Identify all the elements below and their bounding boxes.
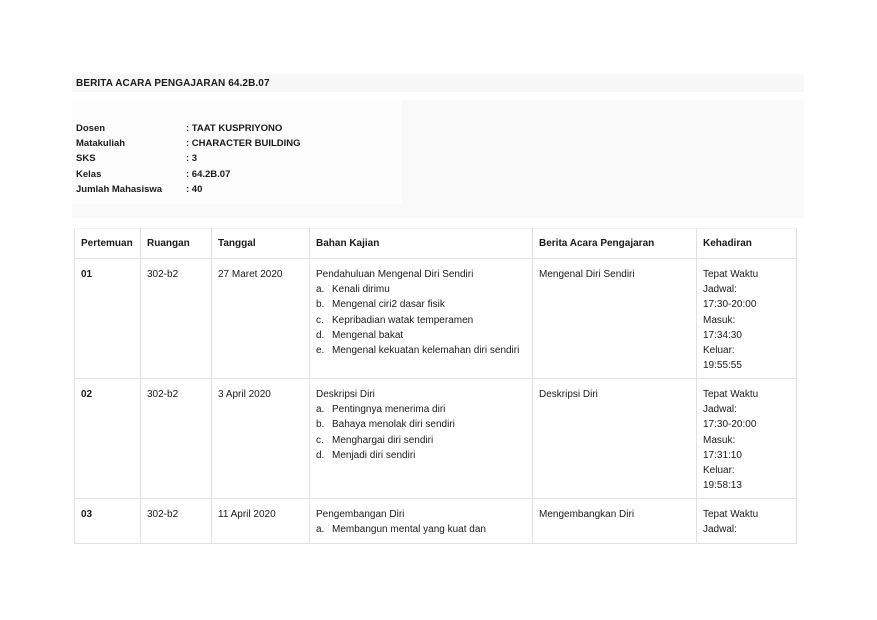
cell-kehadiran (697, 259, 797, 379)
attendance-line: Jadwal: (703, 524, 737, 536)
list-item (316, 313, 526, 328)
list-item (316, 328, 526, 343)
room-text: 302-b2 (147, 509, 179, 520)
list-text: Mengenal kekuatan kelemahan diri sendiri (332, 345, 520, 357)
header-kehadiran: Kehadiran (697, 229, 797, 259)
info-value: : 3 (186, 153, 198, 165)
list-text: Mengenal bakat (332, 329, 404, 341)
info-value: : TAAT KUSPRIYONO (186, 123, 283, 134)
cell-pertemuan (75, 379, 141, 499)
document-title: BERITA ACARA PENGAJARAN 64.2B.07 (76, 78, 270, 89)
attendance-line: 17:30-20:00 (703, 299, 757, 311)
topic-list (316, 522, 526, 537)
info-label: Kelas (76, 168, 102, 180)
list-text: Kenali dirimu (332, 284, 390, 296)
attendance-line: Masuk: (703, 314, 736, 326)
attendance-line: Keluar: (703, 345, 735, 357)
attendance-line: 19:58:13 (703, 480, 742, 492)
attendance-line: 17:30-20:00 (703, 419, 757, 431)
info-row-sks (76, 153, 301, 168)
list-marker: e. (316, 345, 325, 357)
list-item (316, 522, 526, 537)
list-marker: a. (316, 284, 325, 296)
list-marker: b. (316, 299, 325, 311)
pertemuan-number: 02 (81, 389, 93, 400)
list-item (316, 297, 526, 312)
pertemuan-number: 01 (81, 269, 93, 280)
cell-pertemuan (75, 499, 141, 544)
report-text: Deskripsi Diri (539, 389, 598, 400)
room-text: 302-b2 (147, 389, 179, 400)
table-row (75, 259, 797, 379)
attendance-line: Jadwal: (703, 284, 737, 296)
list-item (316, 343, 526, 358)
attendance-line: 19:55:55 (703, 360, 742, 372)
cell-tanggal (212, 379, 310, 499)
info-label: SKS (76, 153, 96, 165)
attendance-line: 17:31:10 (703, 449, 742, 461)
cell-kehadiran (697, 379, 797, 499)
room-text: 302-b2 (147, 269, 179, 280)
list-marker: c. (316, 314, 324, 326)
list-text: Menjadi diri sendiri (332, 449, 416, 461)
cell-bahan-kajian (310, 379, 533, 499)
cell-berita-acara (533, 259, 697, 379)
cell-tanggal (212, 499, 310, 544)
attendance-status: Tepat Waktu (703, 509, 759, 520)
info-label: Jumlah Mahasiswa (76, 183, 163, 195)
table-row (75, 499, 797, 544)
list-text: Kepribadian watak temperamen (332, 314, 474, 326)
report-text: Mengembangkan Diri (539, 509, 635, 520)
course-info (76, 123, 301, 199)
info-label: Matakuliah (76, 138, 126, 150)
list-marker: a. (316, 404, 325, 416)
info-value: : 64.2B.07 (186, 168, 231, 180)
list-item (316, 433, 526, 448)
info-row-jumlah-mahasiswa (76, 184, 301, 199)
attendance-status: Tepat Waktu (703, 269, 759, 280)
list-text: Pentingnya menerima diri (332, 404, 446, 416)
date-text: 11 April 2020 (218, 509, 276, 520)
topic-title: Pendahuluan Mengenal Diri Sendiri (316, 269, 474, 280)
list-marker: d. (316, 329, 325, 341)
attendance-line: Masuk: (703, 434, 736, 446)
list-item (316, 417, 526, 432)
list-text: Membangun mental yang kuat dan (332, 524, 486, 536)
teaching-record-table (74, 228, 797, 544)
cell-ruangan (141, 499, 212, 544)
info-value: : CHARACTER BUILDING (186, 138, 301, 150)
report-text: Mengenal Diri Sendiri (539, 269, 635, 280)
attendance-status: Tepat Waktu (703, 389, 759, 400)
header-tanggal: Tanggal (212, 229, 310, 259)
list-marker: c. (316, 434, 324, 446)
info-row-dosen (76, 123, 301, 138)
list-text: Menghargai diri sendiri (332, 434, 434, 446)
list-marker: b. (316, 419, 325, 431)
header-bahan-kajian: Bahan Kajian (310, 229, 533, 259)
cell-ruangan (141, 379, 212, 499)
list-marker: d. (316, 449, 325, 461)
table-row (75, 379, 797, 499)
table-header-row (75, 229, 797, 259)
header-ruangan: Ruangan (141, 229, 212, 259)
cell-ruangan (141, 259, 212, 379)
cell-kehadiran (697, 499, 797, 544)
cell-tanggal (212, 259, 310, 379)
header-pertemuan: Pertemuan (75, 229, 141, 259)
cell-bahan-kajian (310, 259, 533, 379)
list-item (316, 402, 526, 417)
attendance-line: Keluar: (703, 465, 735, 477)
topic-title: Deskripsi Diri (316, 389, 375, 400)
list-text: Bahaya menolak diri sendiri (332, 419, 455, 431)
topic-list (316, 402, 526, 463)
cell-berita-acara (533, 379, 697, 499)
list-marker: a. (316, 524, 325, 536)
info-value: : 40 (186, 183, 203, 195)
info-row-matakuliah (76, 138, 301, 153)
attendance-line: 17:34:30 (703, 329, 742, 341)
pertemuan-number: 03 (81, 509, 93, 520)
info-label: Dosen (76, 123, 106, 134)
list-item (316, 282, 526, 297)
attendance-line: Jadwal: (703, 404, 737, 416)
cell-berita-acara (533, 499, 697, 544)
topic-title: Pengembangan Diri (316, 509, 405, 520)
date-text: 3 April 2020 (218, 389, 271, 400)
cell-pertemuan (75, 259, 141, 379)
list-text: Mengenal ciri2 dasar fisik (332, 299, 445, 311)
date-text: 27 Maret 2020 (218, 269, 283, 280)
cell-bahan-kajian (310, 499, 533, 544)
header-berita-acara: Berita Acara Pengajaran (533, 229, 697, 259)
list-item (316, 448, 526, 463)
info-row-kelas (76, 169, 301, 184)
topic-list (316, 282, 526, 358)
